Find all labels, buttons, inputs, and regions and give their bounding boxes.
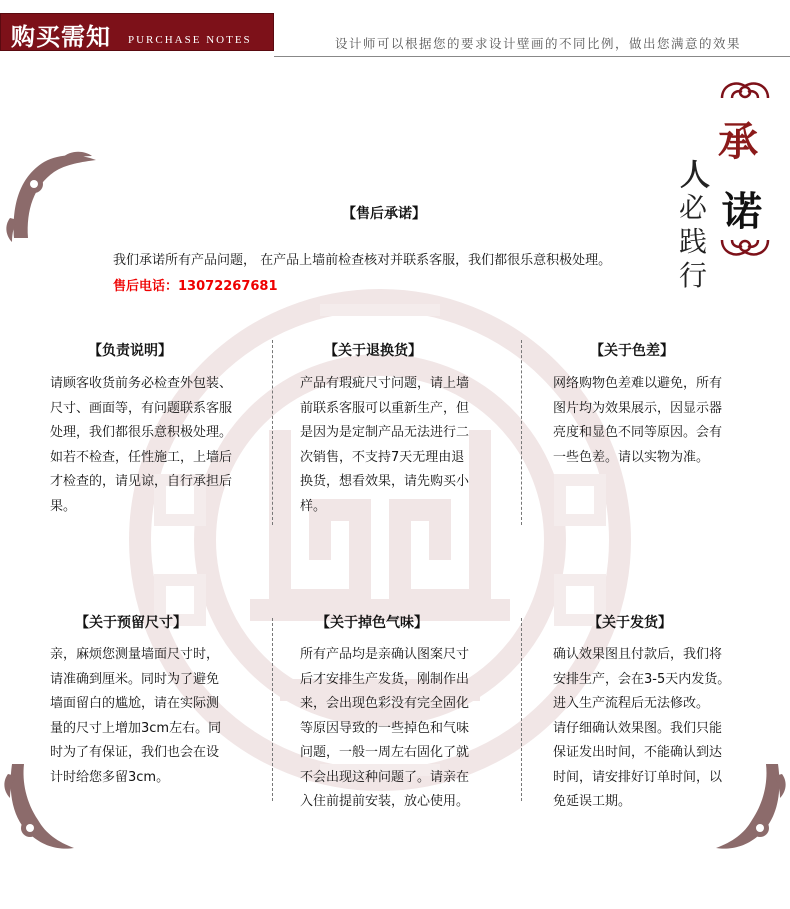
header-title-en: PURCHASE NOTES (128, 34, 252, 46)
text-line: 不会出现这种问题了。请亲在 (300, 769, 470, 785)
text-line: 才检查的，请见谅，自行承担后 (50, 474, 233, 489)
corner-ornament-top-left (4, 148, 100, 244)
section-text-fading-odor (300, 643, 469, 815)
calligraphy-char-bi: 必 (679, 191, 708, 224)
text-line: 问题，一般一周左右固化了就 (300, 745, 470, 760)
text-line: 时间，请安排好订单时间，以 (553, 769, 723, 785)
section-text-color-difference (553, 372, 722, 470)
header-title-cn: 购买需知 (11, 22, 111, 51)
text-line: 请顾客收货前务必检查外包装、 (50, 376, 233, 391)
after-sale-phone-label: 售后电话： (113, 279, 179, 294)
text-line: 尺寸、画面等，有问题联系客服 (50, 400, 233, 416)
text-line: 后才安排生产发货，刚制作出 (300, 671, 470, 687)
after-sale-title: 【售后承诺】 (342, 206, 426, 222)
column-divider (272, 340, 273, 525)
header-subtitle: 设计师可以根据您的要求设计壁画的不同比例，做出您满意的效果 (335, 36, 742, 51)
text-line: 量的尺寸上增加3cm左右。同 (50, 720, 222, 736)
header-divider (274, 56, 790, 57)
section-title-color-difference: 【关于色差】 (590, 343, 674, 359)
column-divider (521, 618, 522, 801)
section-title-returns: 【关于退换货】 (324, 343, 422, 359)
text-line: 亮度和显色不同等原因。会有 (553, 425, 723, 440)
text-line: 请准确到厘米。同时为了避免 (50, 671, 220, 687)
text-line: 样。 (300, 498, 327, 514)
section-title-fading-odor: 【关于掉色气味】 (316, 615, 428, 631)
text-line: 确认效果图且付款后，我们将 (553, 647, 723, 662)
text-line: 等原因导致的一些掉色和气味 (300, 720, 470, 736)
after-sale-phone-line (113, 275, 278, 294)
text-line: 保证发出时间，不能确认到达 (553, 745, 723, 760)
text-line: 时为了有保证，我们也会在设 (50, 745, 220, 760)
text-line: 前联系客服可以重新生产，但 (300, 400, 470, 416)
calligraphy-char-cheng: 承 (718, 118, 758, 165)
section-title-responsibility: 【负责说明】 (88, 343, 172, 359)
text-line: 请仔细确认效果图。我们只能 (553, 720, 723, 736)
text-line: 产品有瑕疵尺寸问题，请上墙 (300, 376, 470, 391)
text-line: 亲，麻烦您测量墙面尺寸时， (50, 647, 220, 662)
text-line: 来，会出现色彩没有完全固化 (300, 696, 470, 711)
section-text-reserve-size (50, 643, 221, 790)
header-banner (0, 13, 274, 51)
section-text-responsibility (50, 372, 232, 519)
text-line: 免延误工期。 (553, 794, 632, 809)
section-title-shipping: 【关于发货】 (588, 615, 672, 631)
text-line: 图片均为效果展示，因显示器 (553, 400, 723, 416)
section-text-returns (300, 372, 469, 519)
text-line: 处理，我们都很乐意积极处理。 (50, 425, 233, 440)
calligraphy-char-xing: 行 (679, 259, 708, 292)
column-divider (272, 618, 273, 801)
text-line: 换货，想看效果，请先购买小 (300, 474, 470, 489)
calligraphy-char-ren: 人 (680, 158, 710, 193)
text-line: 进入生产流程后无法修改。 (553, 696, 710, 711)
text-line: 计时给您多留3cm。 (50, 769, 170, 785)
text-line: 墙面留白的尴尬，请在实际测 (50, 696, 220, 711)
cloud-ornament-top (718, 76, 772, 102)
text-line: 是因为是定制产品无法进行二 (300, 425, 470, 440)
column-divider (521, 340, 522, 525)
after-sale-text: 我们承诺所有产品问题， 在产品上墙前检查核对并联系客服，我们都很乐意积极处理。 (113, 253, 612, 268)
text-line: 次销售，不支持7天无理由退 (300, 449, 465, 465)
text-line: 如若不检查，任性施工，上墙后 (50, 449, 233, 465)
section-title-reserve-size: 【关于预留尺寸】 (75, 615, 187, 631)
text-line: 果。 (50, 498, 77, 514)
cloud-ornament-bottom (718, 236, 772, 262)
text-line: 一些色差。请以实物为准。 (553, 449, 710, 465)
calligraphy-char-nuo: 诺 (722, 188, 762, 235)
calligraphy-char-jian: 践 (679, 225, 708, 258)
text-line: 安排生产，会在3-5天内发货。 (553, 671, 731, 687)
text-line: 网络购物色差难以避免，所有 (553, 376, 723, 391)
after-sale-phone-number: 13072267681 (178, 279, 278, 294)
text-line: 所有产品均是亲确认图案尺寸 (300, 647, 470, 662)
section-text-shipping (553, 643, 730, 815)
text-line: 入住前提前安装，放心使用。 (300, 794, 470, 809)
